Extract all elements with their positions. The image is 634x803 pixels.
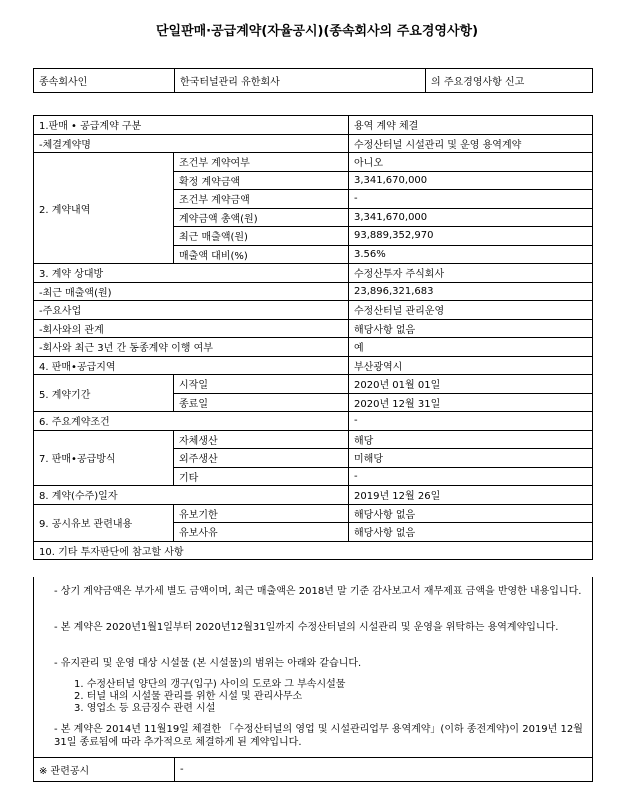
r7-key: 외주생산 xyxy=(174,449,349,468)
r3-label: 3. 계약 상대방 xyxy=(34,264,349,283)
r9-label: 9. 공시유보 관련내용 xyxy=(34,504,174,541)
r9-value: 해당사항 없음 xyxy=(349,523,593,542)
r3-key: -회사와의 관계 xyxy=(34,319,349,338)
r2-value: 3,341,670,000 xyxy=(349,171,593,190)
r1-value: 용역 계약 체결 xyxy=(349,116,593,135)
r5-key: 시작일 xyxy=(174,375,349,394)
header-company: 한국터널관리 유한회사 xyxy=(175,69,426,93)
r10-label: 10. 기타 투자판단에 참고할 사항 xyxy=(34,541,593,560)
related-label: ※ 관련공시 xyxy=(34,758,175,782)
r4-label: 4. 판매•공급지역 xyxy=(34,356,349,375)
r3-val: 수정산터널 관리운영 xyxy=(349,301,593,320)
r7-key: 자체생산 xyxy=(174,430,349,449)
r3-val: 해당사항 없음 xyxy=(349,319,593,338)
r3-value: 수정산투자 주식회사 xyxy=(349,264,593,283)
note-3b: 2. 터널 내의 시설물 관리를 위한 시설 및 관리사무소 xyxy=(74,691,303,702)
page-title: 단일판매·공급계약(자율공시)(종속회사의 주요경영사항) xyxy=(155,24,479,39)
r9-value: 해당사항 없음 xyxy=(349,504,593,523)
r2-key: 계약금액 총액(원) xyxy=(174,208,349,227)
r2-value: 93,889,352,970 xyxy=(349,227,593,246)
r2-label: 2. 계약내역 xyxy=(34,153,174,264)
note-4: - 본 계약은 2014년 11월19일 체결한 「수정산터널의 영업 및 시설관리업무 용역계약」(이하 종전계약)이 2019년 12월31일 종료됨에 따라 추가적으로 체결하게 된 계약입니다. xyxy=(54,724,583,748)
r2-value: 아니오 xyxy=(349,153,593,172)
note-2: - 본 계약은 2020년1월1일부터 2020년12월31일까지 수정산터널의 시설관리 및 운영을 위탁하는 용역계약입니다. xyxy=(54,622,559,633)
r3-val: 예 xyxy=(349,338,593,357)
related-disclosure-table xyxy=(33,757,593,782)
r5-value: 2020년 01월 01일 xyxy=(349,375,593,394)
r2-value: - xyxy=(349,190,593,209)
header-label: 종속회사인 xyxy=(34,69,175,93)
r7-value: 해당 xyxy=(349,430,593,449)
header-suffix: 의 주요경영사항 신고 xyxy=(426,69,593,93)
r9-key: 유보기한 xyxy=(174,504,349,523)
r3-key: -회사와 최근 3년 간 동종계약 이행 여부 xyxy=(34,338,349,357)
r5-key: 종료일 xyxy=(174,393,349,412)
r5-value: 2020년 12월 31일 xyxy=(349,393,593,412)
r2-value: 3,341,670,000 xyxy=(349,208,593,227)
r3-key: -주요사업 xyxy=(34,301,349,320)
r3-key: -최근 매출액(원) xyxy=(34,282,349,301)
r1a-label: -체결계약명 xyxy=(34,134,349,153)
related-value: - xyxy=(175,758,593,782)
r2-key: 조건부 계약여부 xyxy=(174,153,349,172)
r7-label: 7. 판매•공급방식 xyxy=(34,430,174,486)
r9-key: 유보사유 xyxy=(174,523,349,542)
r7-key: 기타 xyxy=(174,467,349,486)
r6-label: 6. 주요계약조건 xyxy=(34,412,349,431)
r2-value: 3.56% xyxy=(349,245,593,264)
r1a-value: 수정산터널 시설관리 및 운영 용역계약 xyxy=(349,134,593,153)
note-3a: 1. 수정산터널 양단의 갱구(입구) 사이의 도로와 그 부속시설물 xyxy=(74,679,346,690)
r8-value: 2019년 12월 26일 xyxy=(349,486,593,505)
header-table xyxy=(33,68,593,93)
note-3c: 3. 영업소 등 요금징수 관련 시설 xyxy=(74,703,216,714)
r2-key: 최근 매출액(원) xyxy=(174,227,349,246)
r2-key: 매출액 대비(%) xyxy=(174,245,349,264)
r2-key: 확정 계약금액 xyxy=(174,171,349,190)
r4-value: 부산광역시 xyxy=(349,356,593,375)
r8-label: 8. 계약(수주)일자 xyxy=(34,486,349,505)
r1-label: 1.판매 • 공급계약 구분 xyxy=(34,116,349,135)
note-1: - 상기 계약금액은 부가세 별도 금액이며, 최근 매출액은 2018년 말 기준 감사보고서 재무제표 금액을 반영한 내용입니다. xyxy=(54,586,582,597)
disclosure-table xyxy=(33,115,593,560)
r5-label: 5. 계약기간 xyxy=(34,375,174,412)
r7-value: 미해당 xyxy=(349,449,593,468)
r6-value: - xyxy=(349,412,593,431)
r2-key: 조건부 계약금액 xyxy=(174,190,349,209)
notes-box xyxy=(33,577,593,758)
r7-value: - xyxy=(349,467,593,486)
note-3: - 유지관리 및 운영 대상 시설물 (본 시설물)의 범위는 아래와 같습니다. xyxy=(54,658,362,669)
r3-val: 23,896,321,683 xyxy=(349,282,593,301)
